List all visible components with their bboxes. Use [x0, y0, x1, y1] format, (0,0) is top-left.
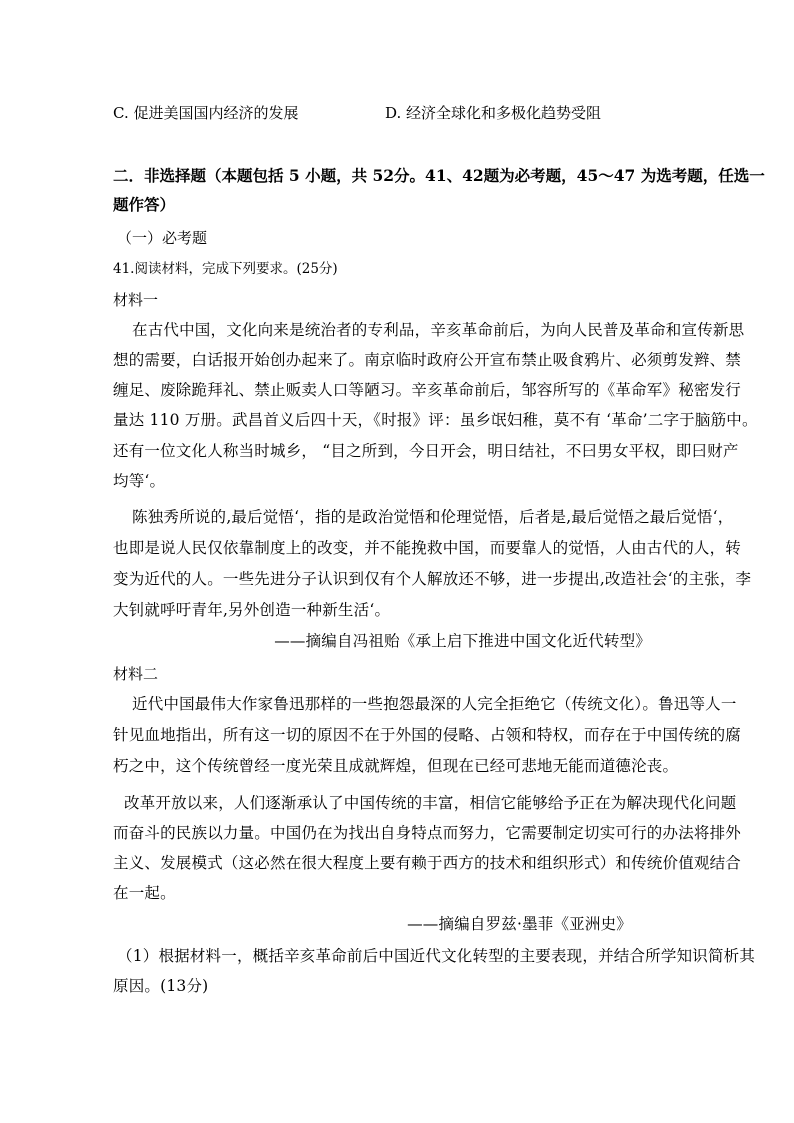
material1-para2-line: 陈独秀所说的‚最后觉悟‘，指的是政治觉悟和伦理觉悟，后者是‚最后觉悟之最后觉悟‘， — [132, 508, 734, 526]
question41-stem: 41.阅读材料，完成下列要求。(25分) — [113, 261, 338, 277]
material1-label: 材料一 — [113, 291, 159, 309]
section-heading-line2: 题作答） — [113, 195, 176, 214]
material1-line: 量达 110 万册。武昌首义后四十天，《时报》评：虽乡氓妇稚，莫不有 ‘革命’二字于脑筋中。 — [113, 411, 758, 429]
material2-para2-line: 在一起。 — [113, 884, 176, 902]
material1-para2-line: 变为近代的人。一些先进分子认识到仅有个人解放还不够，进一步提出‚改造社会‘的主张，李 — [113, 570, 752, 588]
material1-line: 还有一位文化人称当时城乡， “目之所到，今日开会，明日结社，不曰男女平权，即曰财产 — [113, 442, 739, 460]
material2-line: 针见血地指出，所有这一切的原因不在于外国的侵略、占领和特权，而存在于中国传统的腐 — [113, 726, 742, 744]
material2-para2-line: 改革开放以来，人们逐渐承认了中国传统的丰富，相信它能够给予正在为解决现代化问题 — [124, 794, 737, 812]
material2-source: ——摘编自罗兹·墨菲《亚洲史》 — [407, 915, 632, 933]
option-c: C. 促进美国国内经济的发展 — [113, 104, 299, 122]
material2-para2-line: 主义、发展模式（这必然在很大程度上要有赖于西方的技术和组织形式）和传统价值观结合 — [113, 854, 742, 872]
material1-para2-line: 大钊就呼吁青年‚另外创造一种新生活‘。 — [113, 601, 391, 619]
material1-line: 在古代中国，文化向来是统治者的专利品，辛亥革命前后，为向人民普及革命和宣传新思 — [132, 321, 745, 339]
subquestion1-line1: （1）根据材料一，概括辛亥革命前后中国近代文化转型的主要表现，并结合所学知识简析其 — [117, 947, 756, 965]
material2-label: 材料二 — [113, 665, 159, 683]
option-d: D. 经济全球化和多极化趋势受阻 — [385, 104, 602, 122]
material1-source: ——摘编自冯祖贻《承上启下推进中国文化近代转型》 — [274, 632, 651, 650]
material2-line: 朽之中，这个传统曾经一度光荣且成就辉煌，但现在已经可悲地无能而道德沦丧。 — [113, 757, 679, 775]
subquestion1-line2: 原因。(13分) — [113, 977, 209, 995]
material2-para2-line: 而奋斗的民族以力量。中国仍在为找出自身特点而努力，它需要制定切实可行的办法将排外 — [113, 824, 742, 842]
material1-para2-line: 也即是说人民仅依靠制度上的改变，并不能挽救中国，而要靠人的觉悟，人由古代的人，转 — [113, 539, 742, 557]
option-row — [113, 103, 683, 123]
section-heading-line1: 二．非选择题（本题包括 5 小题，共 52分。41、42题为必考题，45～47 为选考题，任选一 — [113, 166, 765, 185]
material1-line: 均等‘。 — [113, 472, 166, 490]
material1-line: 缠足、废除跪拜礼、禁止贩卖人口等陋习。辛亥革命前后，邹容所写的《革命军》秘密发行 — [113, 381, 742, 399]
material1-line: 想的需要，白话报开始创办起来了。南京临时政府公开宣布禁止吸食鸦片、必须剪发辫、禁 — [113, 351, 742, 369]
section-sub: （一）必考题 — [117, 229, 208, 247]
material2-line: 近代中国最伟大作家鲁迅那样的一些抱怨最深的人完全拒绝它（传统文化）。鲁迅等人一 — [132, 695, 737, 713]
